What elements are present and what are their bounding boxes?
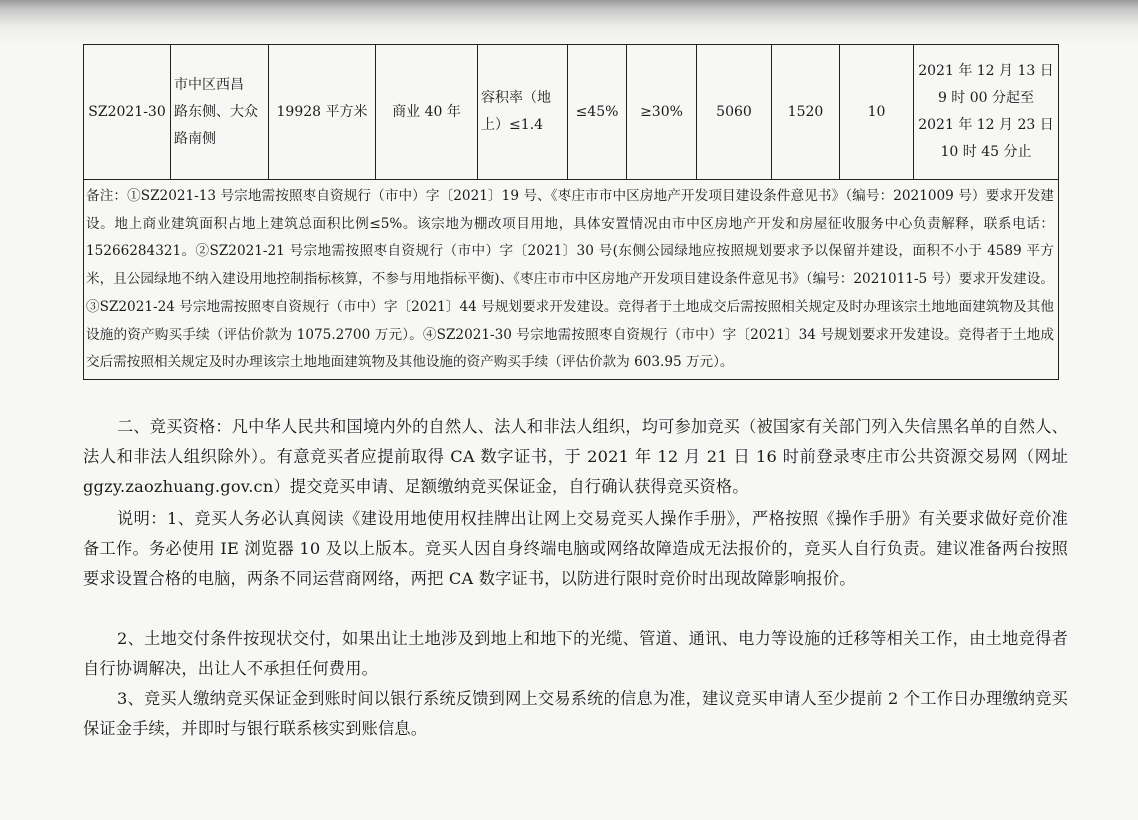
paragraph-qualification: 二、竞买资格：凡中华人民共和国境内外的自然人、法人和非法人组织，均可参加竞买（被国家有关部门列入失信黑名单的自然人、法人和非法人组织除外）。有意竞买者应提前取得 CA 数字证书，于 2021 年 12 月 21 日 16 时前登录枣庄市公共资源交易网（网址 ggzy.zaozhuang.gov.cn）提交竞买申请、足额缴纳竞买保证金，自行确认获得竞买资格。: [83, 417, 1068, 496]
deposit-cell: 1520: [772, 45, 840, 180]
increment-cell: 10: [840, 45, 914, 180]
table-row: [84, 45, 1059, 180]
location-cell: 市中区西昌 路东侧、大众 路南侧: [171, 45, 269, 180]
remark-row: [84, 180, 1059, 380]
paragraph-note-1: 说明：1、竞买人务必认真阅读《建设用地使用权挂牌出让网上交易竞买人操作手册》，严格按照《操作手册》有关要求做好竞价准备工作。务必使用 IE 浏览器 10 及以上版本。竞买人因自身终端电脑或网络故障造成无法报价的，竞买人自行负责。建议准备两台按照要求设置合格的电脑，两条不同运营商网络，两把 CA 数字证书，以防进行限时竞价时出现故障影响报价。: [83, 509, 1068, 588]
parcel-id-cell: SZ2021-30: [84, 45, 171, 180]
remark-text: 备注：①SZ2021-13 号宗地需按照枣自资规行（市中）字〔2021〕19 号、《枣庄市市中区房地产开发项目建设条件意见书》（编号：2021009 号）要求开发建设。地上商业建筑面积占地上建筑总面积比例≤5%。该宗地为棚改项目用地，具体安置情况由市中区房地产开发和房屋征收服务中心负责解释，联系电话：15266284321。②SZ2021-21 号宗地需按照枣自资规行（市中）字〔2021〕30 号(东侧公园绿地应按照规划要求予以保留并建设，面积不小于 4589 平方米，且公园绿地不纳入建设用地控制指标核算，不参与用地指标平衡)、《枣庄市市中区房地产开发项目建设条件意见书》（编号：2021011-5 号）要求开发建设。③SZ2021-24 号宗地需按照枣自资规行（市中）字〔2021〕44 号规划要求开发建设。竞得者于土地成交后需按照相关规定及时办理该宗土地地面建筑物及其他设施的资产购买手续（评估价款为 1075.2700 万元）。④SZ2021-30 号宗地需按照枣自资规行（市中）字〔2021〕34 号规划要求开发建设。竞得者于土地成交后需按照相关规定及时办理该宗土地地面建筑物及其他设施的资产购买手续（评估价款为 603.95 万元）。: [84, 180, 1059, 380]
paragraph-note-2: 2、土地交付条件按现状交付，如果出让土地涉及到地上和地下的光缆、管道、通讯、电力等设施的迁移等相关工作，由土地竞得者自行协调解决，出让人不承担任何费用。: [83, 629, 1068, 678]
plot-ratio-cell: 容积率（地 上）≤1.4: [478, 45, 568, 180]
listing-period-cell: 2021 年 12 月 13 日 9 时 00 分起至 2021 年 12 月 23 日 10 时 45 分止: [914, 45, 1059, 180]
green-ratio-cell: ≥30%: [627, 45, 697, 180]
land-parcel-table: [83, 44, 1059, 380]
start-price-cell: 5060: [697, 45, 772, 180]
area-cell: 19928 平方米: [269, 45, 376, 180]
use-term-cell: 商业 40 年: [376, 45, 478, 180]
building-density-cell: ≤45%: [568, 45, 627, 180]
paragraph-note-3: 3、竞买人缴纳竞买保证金到账时间以银行系统反馈到网上交易系统的信息为准，建议竞买申请人至少提前 2 个工作日办理缴纳竞买保证金手续，并即时与银行联系核实到账信息。: [83, 689, 1068, 738]
